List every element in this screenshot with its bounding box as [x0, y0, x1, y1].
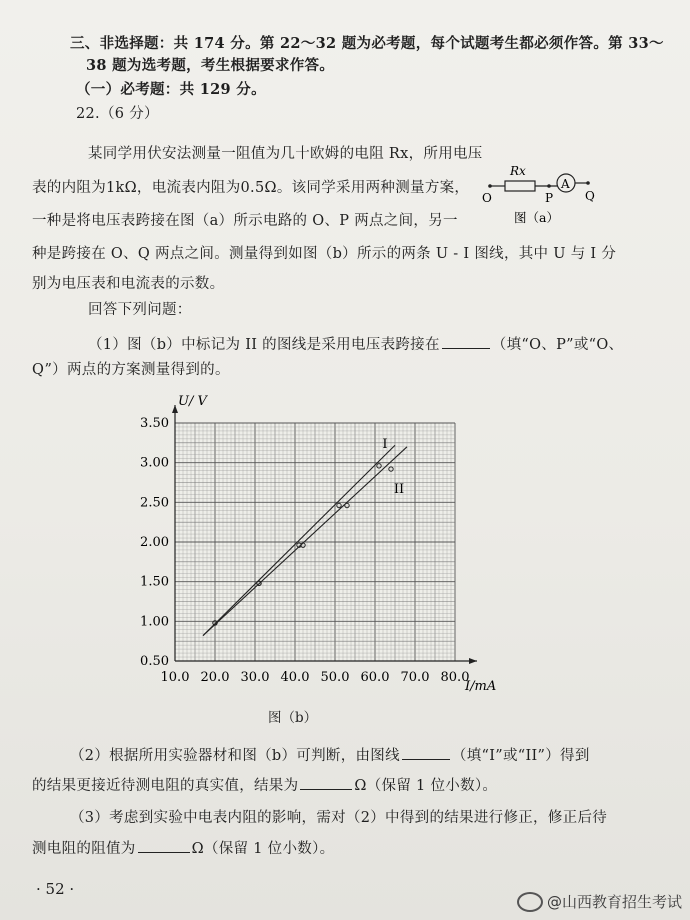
question-number: 22.（6 分） — [76, 106, 159, 122]
part2-line — [70, 745, 590, 766]
x-axis-arrow-icon — [469, 658, 477, 664]
y-tick-label: 1.00 — [140, 614, 169, 630]
x-tick-label: 70.0 — [400, 670, 430, 685]
x-tick-label: 10.0 — [160, 670, 190, 685]
part1-line — [88, 334, 623, 355]
x-tick-label: 60.0 — [360, 670, 390, 685]
part1-text-a: （1）图（b）中标记为 II 的图线是采用电压表跨接在 — [88, 337, 440, 353]
y-tick-label: 2.00 — [140, 535, 169, 550]
node-o-dot — [488, 184, 492, 188]
weibo-logo-icon — [517, 892, 543, 912]
x-tick-label: 50.0 — [320, 670, 350, 685]
y-tick-label: 3.50 — [140, 416, 169, 431]
watermark — [517, 891, 682, 912]
section-heading-line1: 三、非选择题：共 174 分。第 22～32 题为必考题，每个试题考生都必须作答。第 33～ — [70, 35, 664, 52]
part1-blank[interactable] — [442, 334, 490, 349]
resistor-rx — [505, 181, 535, 191]
answer-prompt: 回答下列问题： — [88, 302, 192, 318]
stem-line-2: 表的内阻为1kΩ，电流表内阻为0.5Ω。该同学采用两种测量方案， — [32, 180, 470, 196]
resistor-label: Rx — [510, 164, 526, 178]
node-o-label: O — [482, 191, 492, 205]
circuit-diagram — [470, 160, 620, 228]
circuit-caption: 图（a） — [514, 210, 559, 225]
part3-line: （3）考虑到实验中电表内阻的影响，需对（2）中得到的结果进行修正，修正后待 — [70, 810, 608, 826]
part2-blank-value[interactable] — [300, 775, 352, 790]
stem-line-1: 某同学用伏安法测量一阻值为几十欧姆的电阻 Rx，所用电压 — [88, 146, 483, 162]
node-q-label: Q — [585, 189, 595, 203]
part2-text-d: Ω（保留 1 位小数）。 — [354, 778, 498, 794]
y-tick-label: 2.50 — [140, 495, 169, 511]
x-tick-label: 30.0 — [240, 670, 270, 685]
y-tick-label: 3.00 — [140, 455, 169, 471]
chart-caption: 图（b） — [268, 710, 318, 726]
ui-chart — [120, 385, 520, 715]
part1-text-b: （填“O、P”或“O、 — [491, 337, 624, 353]
y-tick-label: 0.50 — [140, 654, 169, 669]
part2-blank-series[interactable] — [402, 745, 450, 760]
stem-line-3: 一种是将电压表跨接在图（a）所示电路的 O、P 两点之间，另一 — [32, 213, 458, 229]
page-number: · 52 · — [36, 880, 75, 898]
required-title: （一）必考题：共 129 分。 — [76, 81, 266, 98]
x-tick-label: 40.0 — [280, 670, 310, 685]
node-q-dot — [586, 181, 590, 185]
ammeter-label: A — [561, 177, 570, 191]
watermark-text: @山西教育招生考试 — [546, 893, 682, 911]
node-p-label: P — [545, 191, 554, 205]
part3-line2 — [32, 838, 334, 859]
part1-line2: Q”）两点的方案测量得到的。 — [32, 362, 230, 378]
series-name-label: II — [393, 482, 405, 498]
part3-text-b: 测电阻的阻值为 — [32, 841, 136, 857]
x-tick-label: 20.0 — [200, 670, 230, 685]
node-p-dot — [547, 184, 551, 188]
section-heading-line2: 38 题为选考题，考生根据要求作答。 — [86, 57, 335, 74]
part3-blank-value[interactable] — [138, 838, 190, 853]
part2-text-b: （填“I”或“II”）得到 — [451, 748, 590, 764]
y-axis-label: U/ V — [178, 394, 207, 409]
chart-grid — [175, 423, 455, 661]
part2-text-c: 的结果更接近待测电阻的真实值，结果为 — [32, 778, 299, 794]
stem-line-4: 种是跨接在 O、Q 两点之间。测量得到如图（b）所示的两条 U - I 图线，其中 U 与 I 分 — [32, 246, 617, 262]
series-name-label: I — [382, 436, 388, 452]
x-axis-label: I/mA — [465, 679, 497, 694]
part3-text-c: Ω（保留 1 位小数）。 — [191, 841, 335, 857]
part2-text-a: （2）根据所用实验器材和图（b）可判断，由图线 — [70, 748, 400, 764]
y-tick-label: 1.50 — [140, 574, 169, 590]
stem-line-5: 别为电压表和电流表的示数。 — [32, 276, 225, 292]
x-tick-label: 80.0 — [440, 670, 470, 685]
part2-line2 — [32, 775, 497, 796]
